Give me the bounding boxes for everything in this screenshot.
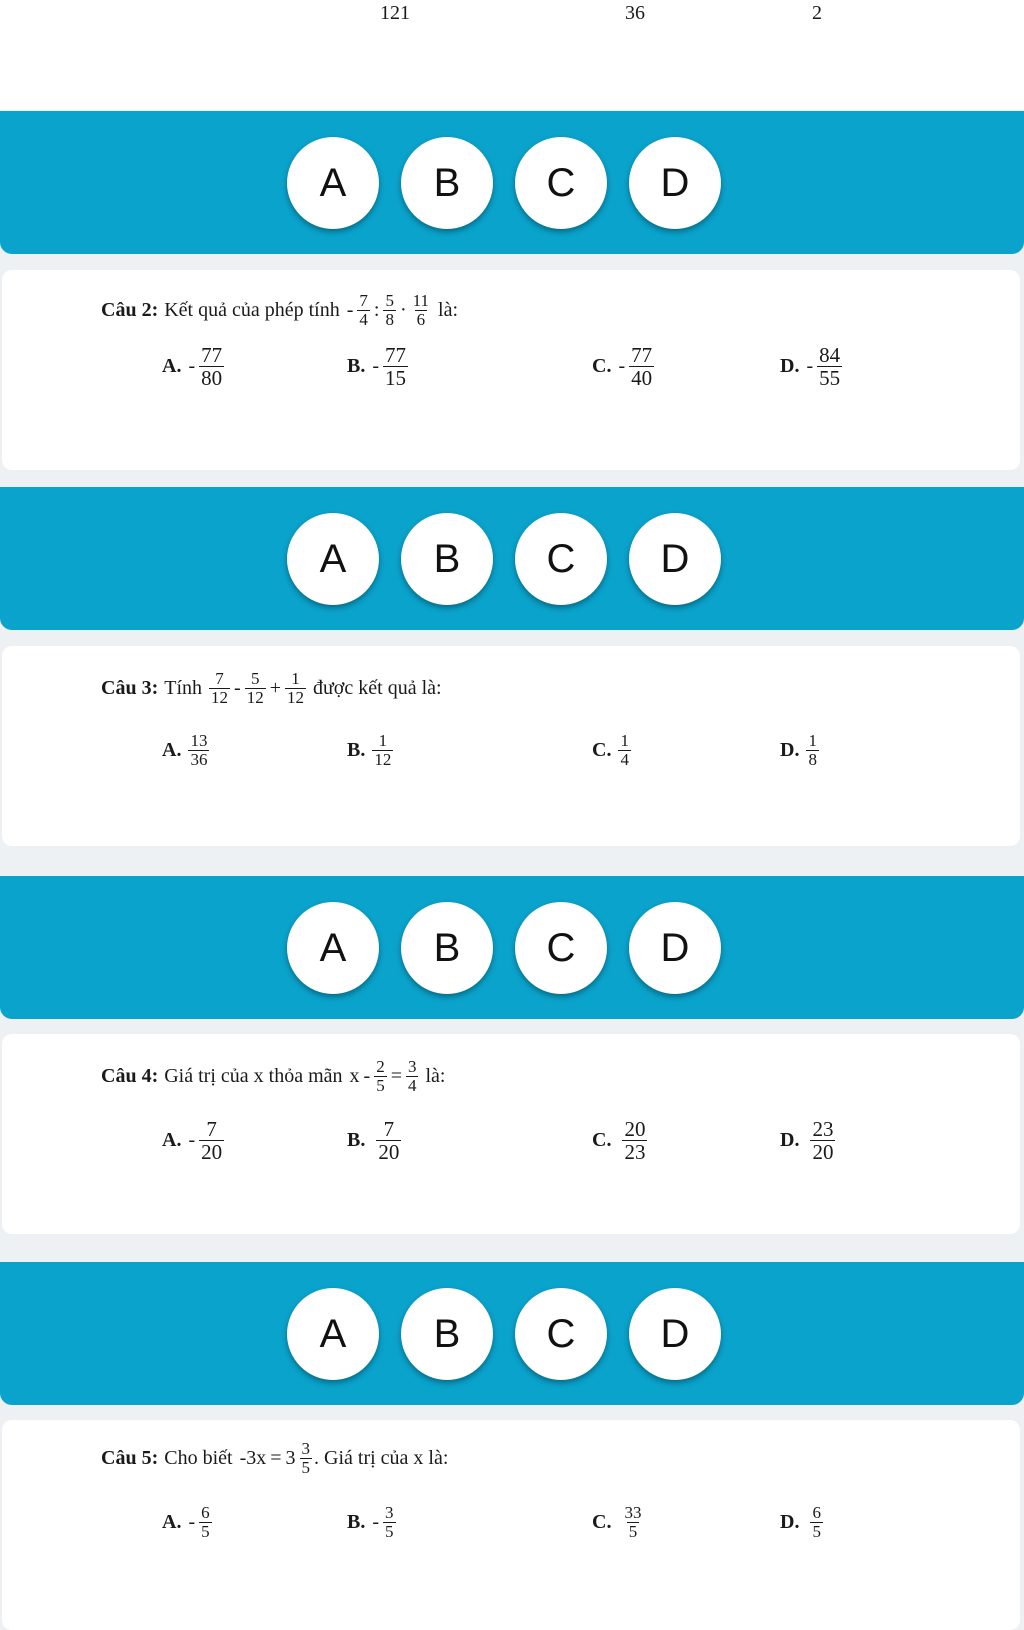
question-4-option-a: A. - $\frac{7}{20}$ <box>162 1117 223 1165</box>
expr-fraction-2: $\frac{5}{12}$ <box>246 669 264 707</box>
question-5-tail: . Giá trị của x là: <box>314 1446 449 1469</box>
expr-variable: x <box>349 1064 360 1087</box>
question-2-option-d: D. - $\frac{84}{55}$ <box>780 343 841 391</box>
answer-b-button[interactable]: B <box>401 137 493 229</box>
question-2-option-b: B. - $\frac{77}{15}$ <box>347 343 407 391</box>
expr-operator: + <box>269 676 281 699</box>
question-2-option-a: A. - $\frac{77}{80}$ <box>162 343 223 391</box>
previous-question-remnant <box>0 0 1024 110</box>
expr-fraction-1: $\frac{2}{5}$ <box>376 1057 385 1095</box>
answer-band-3 <box>0 876 1024 1019</box>
question-5-option-a: A. - $\frac{6}{5}$ <box>162 1503 210 1541</box>
question-5-label: Câu 5: <box>101 1446 159 1469</box>
expr-operator: · <box>399 298 407 321</box>
question-3-option-c: C. $\frac{1}{4}$ <box>592 731 629 769</box>
expr-equals: = <box>270 1446 282 1469</box>
question-4-label: Câu 4: <box>101 1064 159 1087</box>
question-3-option-a: A. $\frac{13}{36}$ <box>162 731 208 769</box>
question-5-text <box>101 1440 448 1477</box>
question-4-prompt: Giá trị của x thỏa mãn <box>164 1064 343 1087</box>
answer-c-button[interactable]: C <box>515 513 607 605</box>
question-4-option-d: D. $\frac{23}{20}$ <box>780 1117 834 1165</box>
question-5-prompt: Cho biết <box>164 1446 233 1469</box>
question-4-option-b: B. $\frac{7}{20}$ <box>347 1117 400 1165</box>
expr-operator: - <box>363 1064 371 1087</box>
question-4-tail: là: <box>425 1064 446 1087</box>
expr-equals: = <box>390 1064 402 1087</box>
question-4-option-c: C. $\frac{20}{23}$ <box>592 1117 646 1165</box>
answer-b-button[interactable]: B <box>401 902 493 994</box>
question-2-card <box>2 270 1020 470</box>
answer-c-button[interactable]: C <box>515 1288 607 1380</box>
answer-c-button[interactable]: C <box>515 902 607 994</box>
answer-band-2 <box>0 487 1024 630</box>
question-2-tail: là: <box>438 298 459 321</box>
answer-d-button[interactable]: D <box>629 1288 721 1380</box>
expr-fraction-2: $\frac{5}{8}$ <box>385 291 394 329</box>
answer-a-button[interactable]: A <box>287 902 379 994</box>
top-number-1: 121 <box>380 2 410 24</box>
expr-lhs: -3x <box>239 1446 267 1469</box>
answer-c-button[interactable]: C <box>515 137 607 229</box>
answer-d-button[interactable]: D <box>629 902 721 994</box>
expr-sign: - <box>346 298 354 321</box>
answer-a-button[interactable]: A <box>287 513 379 605</box>
expr-operator: - <box>234 676 241 699</box>
answer-d-button[interactable]: D <box>629 513 721 605</box>
answer-d-button[interactable]: D <box>629 137 721 229</box>
question-3-prompt: Tính <box>164 676 203 699</box>
top-number-3: 2 <box>812 2 822 24</box>
question-3-tail: được kết quả là: <box>312 676 442 699</box>
question-3-option-b: B. $\frac{1}{12}$ <box>347 731 392 769</box>
question-3-option-d: D. $\frac{1}{8}$ <box>780 731 817 769</box>
answer-a-button[interactable]: A <box>287 1288 379 1380</box>
expr-mixed-number: 3 $\frac{3}{5}$ <box>285 1439 311 1477</box>
question-3-label: Câu 3: <box>101 676 159 699</box>
question-5-option-b: B. - $\frac{3}{5}$ <box>347 1503 394 1541</box>
answer-band-4 <box>0 1262 1024 1405</box>
expr-fraction-3: $\frac{11}{6}$ <box>412 291 430 329</box>
expr-fraction-3: $\frac{1}{12}$ <box>286 669 304 707</box>
answer-b-button[interactable]: B <box>401 1288 493 1380</box>
question-2-prompt: Kết quả của phép tính <box>164 298 340 321</box>
question-5-option-d: D. $\frac{6}{5}$ <box>780 1503 821 1541</box>
question-4-card <box>2 1034 1020 1234</box>
top-number-2: 36 <box>625 2 645 24</box>
question-2-text <box>101 292 458 329</box>
question-5-card <box>2 1420 1020 1630</box>
answer-band-1 <box>0 111 1024 254</box>
expr-operator: : <box>373 298 380 321</box>
answer-b-button[interactable]: B <box>401 513 493 605</box>
question-3-card <box>2 646 1020 846</box>
answer-a-button[interactable]: A <box>287 137 379 229</box>
expr-fraction-2: $\frac{3}{4}$ <box>407 1057 417 1095</box>
expr-fraction-1: $\frac{7}{12}$ <box>211 669 229 707</box>
question-2-label: Câu 2: <box>101 298 159 321</box>
expr-fraction-1: $\frac{7}{4}$ <box>359 291 368 329</box>
question-2-option-c: C. - $\frac{77}{40}$ <box>592 343 653 391</box>
question-4-text <box>101 1058 445 1095</box>
question-5-option-c: C. $\frac{33}{5}$ <box>592 1503 642 1541</box>
question-3-text <box>101 670 442 707</box>
